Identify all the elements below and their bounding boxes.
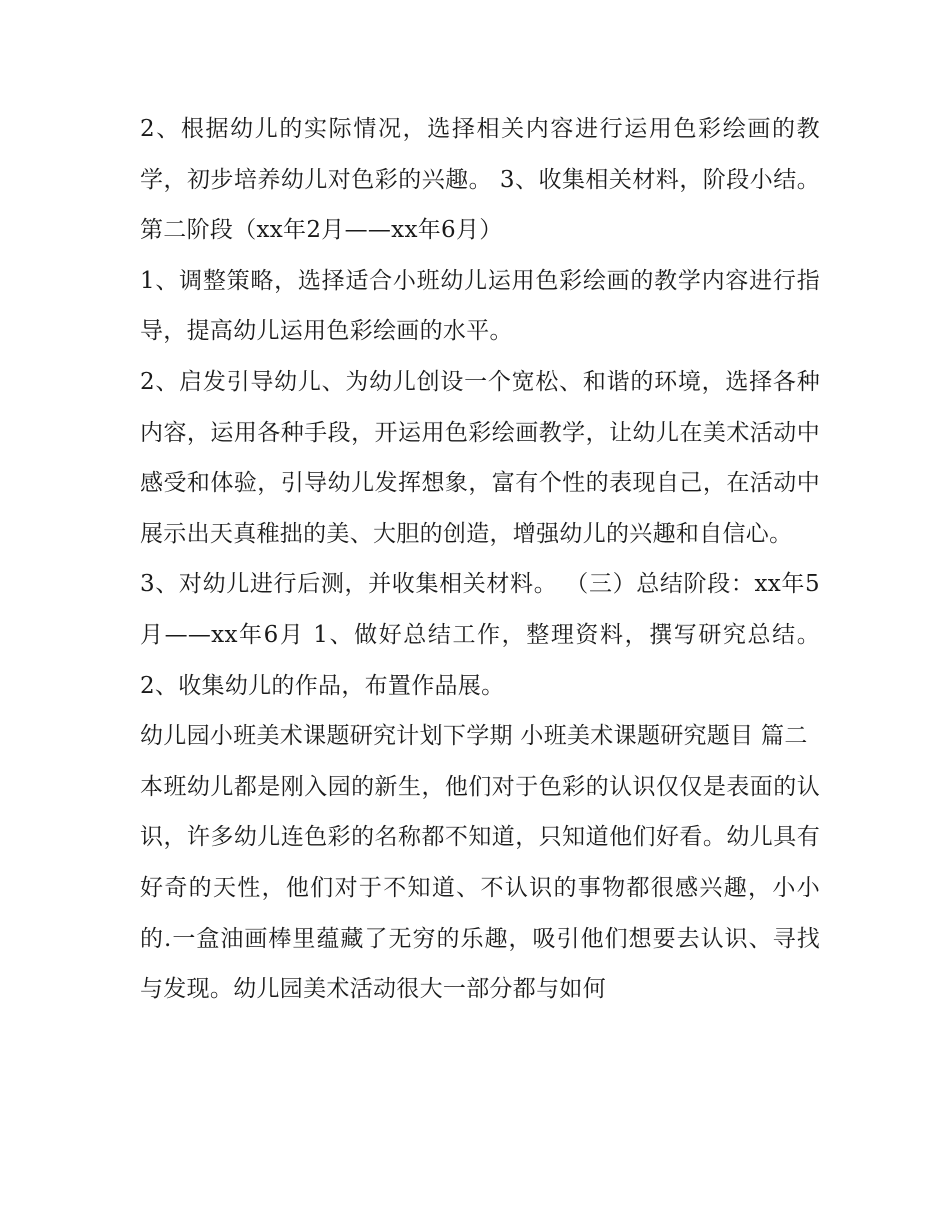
paragraph-guide-children: 2、启发引导幼儿、为幼儿创设一个宽松、和谐的环境，选择各种内容，运用各种手段，开运用色彩绘画教学，让幼儿在美术活动中感受和体验，引导幼儿发挥想象，富有个性的表现自己，在活动中展示出天真稚拙的美、大胆的创造，增强幼儿的兴趣和自信心。 <box>140 368 820 547</box>
paragraph-adjust-strategy: 1、调整策略，选择适合小班幼儿运用色彩绘画的教学内容进行指导，提高幼儿运用色彩绘画的水平。 <box>140 267 820 345</box>
paragraph-summary-stage: 3、对幼儿进行后测，并收集相关材料。 （三）总结阶段：xx年5月——xx年6月 1、做好总结工作，整理资料，撰写研究总结。 2、收集幼儿的作品，布置作品展。 <box>140 571 820 699</box>
paragraph-class-intro: 本班幼儿都是刚入园的新生，他们对于色彩的认识仅仅是表面的认识，许多幼儿连色彩的名称都不知道，只知道他们好看。幼儿具有好奇的天性，他们对于不知道、不认识的事物都很感兴趣，小小的.一盒油画棒里蕴藏了无穷的乐趣，吸引他们想要去认识、寻找与发现。幼儿园美术活动很大一部分都与如何 <box>140 773 820 1003</box>
document-body <box>140 104 820 1015</box>
paragraph-stage-one-items: 2、根据幼儿的实际情况，选择相关内容进行运用色彩绘画的教学，初步培养幼儿对色彩的兴趣。 3、收集相关材料，阶段小结。 第二阶段（xx年2月——xx年6月） <box>140 116 820 244</box>
section-heading: 幼儿园小班美术课题研究计划下学期 小班美术课题研究题目 篇二 <box>140 723 808 750</box>
